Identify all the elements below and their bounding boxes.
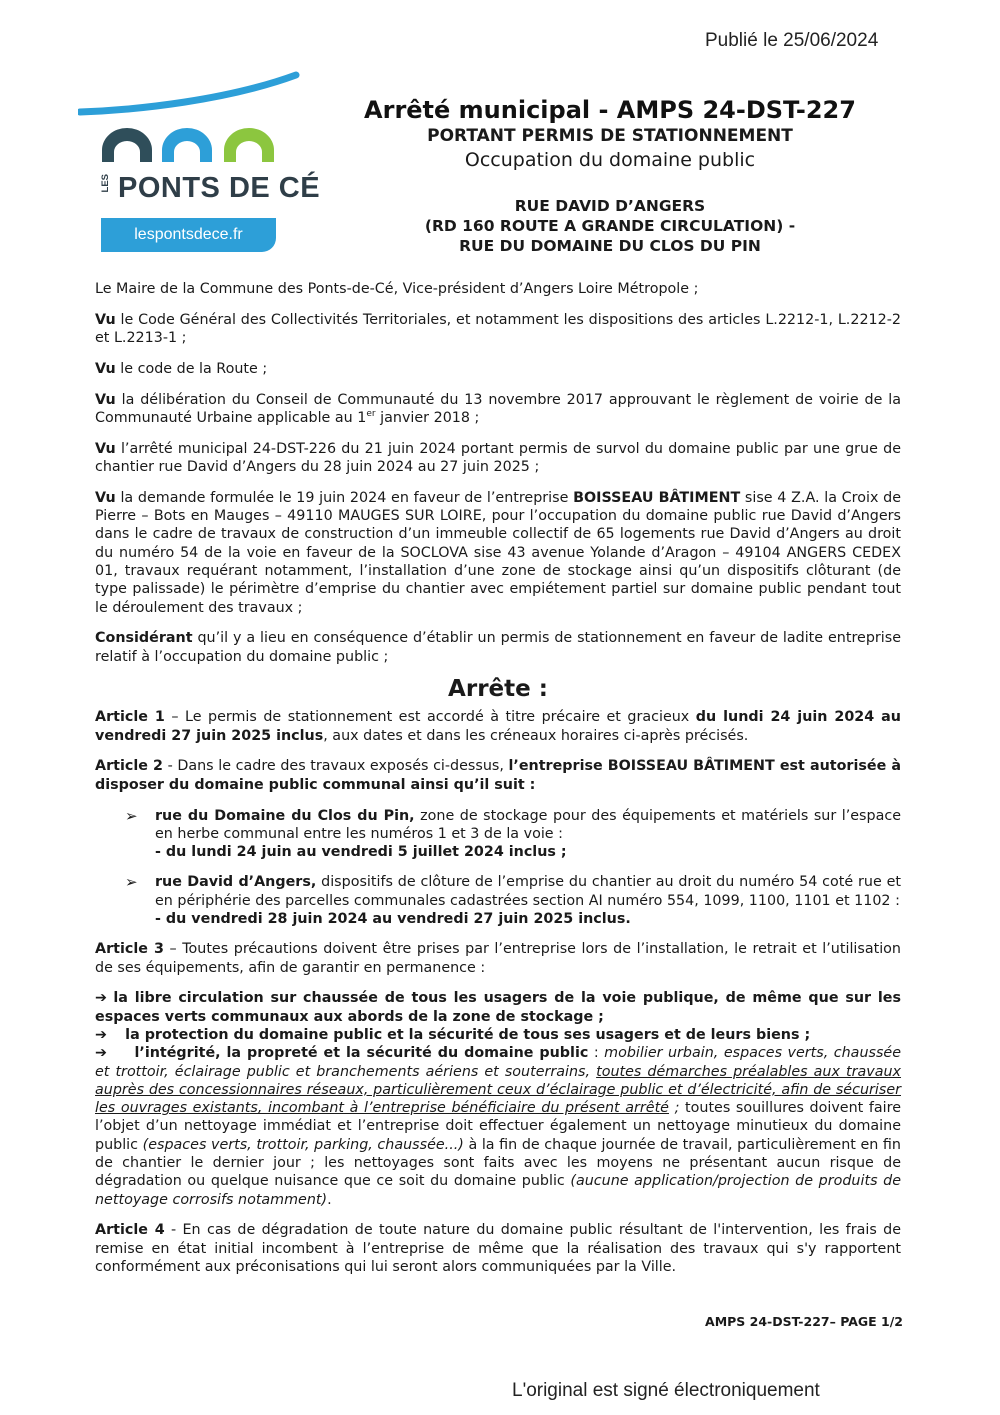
arrow-text-normal: toutes souillures doivent faire l’objet d’un nettoyage immédiat et l’entreprise doit effectuer également un nettoyage minutieux du domaine public: [95, 1100, 901, 1153]
location-name: rue David d’Angers,: [155, 874, 317, 891]
vu-label: Vu: [95, 311, 116, 328]
location-text: zone de stockage pour des équipements et matériels sur l’espace en herbe communal entre les numéros 1 et 3 de la voie :: [155, 807, 901, 842]
arrow-text-normal: à la fin de chaque journée de travail, particulièrement en fin de chantier le dernier jour ; les nettoyages sont faits avec les moyens ne présentant aucun risque de dégradation ou quelque nuisance que ce soit du domaine public: [95, 1136, 901, 1190]
logo-name: PONTS DE CÉ: [118, 172, 321, 204]
signature-note: L'original est signé électroniquement: [512, 1380, 820, 1401]
published-date: Publié le 25/06/2024: [705, 30, 879, 51]
article-2-list: [95, 807, 901, 929]
vu-paragraph-2: [95, 360, 901, 378]
arrow-underlined: toutes démarches préalables aux travaux auprès des concessionnaires réseaux, particulièrement ceux d’éclairage public et d’électricité, afin de sécuriser les ouvrages existants, incombant à l’entreprise bénéficiaire du présent arrêté: [95, 1063, 902, 1117]
article-dates: du lundi 24 juin 2024 au vendredi 27 juin 2025 inclus: [95, 709, 901, 744]
article-label: Article 1: [95, 709, 165, 726]
vu-paragraph-1: [95, 311, 901, 348]
article-label: Article 2: [95, 758, 163, 775]
vu-label: Vu: [95, 489, 116, 506]
street-block: [330, 196, 890, 256]
article-1: [95, 708, 901, 745]
maire-line: Le Maire de la Commune des Ponts-de-Cé, Vice-président d’Angers Loire Métropole ;: [95, 281, 699, 297]
vu-text: l’arrêté municipal 24-DST-226 du 21 juin 2024 portant permis de survol du domaine public par une grue de chantier rue David d’Angers du 28 juin 2024 au 27 juin 2025 ;: [95, 440, 901, 476]
vu-text: le Code Général des Collectivités Territoriales, et notamment les dispositions des articles L.2212-1, L.2212-2 et L.2213-1 ;: [95, 311, 901, 347]
arrow-semicolon: ;: [668, 1100, 680, 1117]
vu-text: la demande formulée le 19 juin 2024 en faveur de l’entreprise: [115, 489, 574, 506]
list-item: [95, 807, 901, 862]
document-body: [95, 280, 901, 1276]
article-text: - En cas de dégradation de toute nature du domaine public résultant de l'intervention, les frais de remise en état initial incombent à l’entreprise de même que la réalisation des travaux qui s'y rapportent conformément aux préconisations qui lui seront alors communiquées par la Ville.: [95, 1222, 901, 1276]
article-4: [95, 1221, 901, 1276]
location-text: dispositifs de clôture de l’emprise du chantier au droit du numéro 54 coté rue et en périphérie des parcelles communales cadastrées section AI numéro 554, 1099, 1100, 1101 et 1102 :: [155, 874, 901, 909]
logo-les: LES: [100, 174, 111, 193]
vu-text: le code de la Route ;: [115, 360, 268, 377]
street-line-3: RUE DU DOMAINE DU CLOS DU PIN: [459, 237, 761, 255]
document-subtitle: PORTANT PERMIS DE STATIONNEMENT: [427, 126, 793, 146]
considerant-paragraph: [95, 629, 901, 666]
article-text: - Dans le cadre des travaux exposés ci-dessus,: [162, 758, 509, 775]
list-item: [95, 873, 901, 928]
arrow-item-2: [95, 1026, 901, 1044]
arrowhead-bullet-icon: ➢: [125, 806, 138, 825]
vu-label: Vu: [95, 440, 116, 457]
vu-paragraph-3: [95, 391, 901, 428]
article-text: – Toutes précautions doivent être prises par l’entreprise lors de l’installation, le retrait et l’utilisation de ses équipements, afin de garantir en permanence :: [95, 941, 901, 976]
right-arrow-icon: ➔: [95, 990, 107, 1007]
arrow-text: la libre circulation sur chaussée de tous les usagers de la voie publique, de même que sur les espaces verts communaux aux abords de la zone de stockage ;: [95, 990, 901, 1025]
vu-text: la délibération du Conseil de Communauté du 13 novembre 2017 approuvant le règlement de voirie de la Communauté Urbaine applicable au 1: [95, 391, 901, 426]
arrow-item-1: [95, 989, 901, 1026]
article-label: Article 3: [95, 941, 164, 958]
location-dates: - du vendredi 28 juin 2024 au vendredi 27 juin 2025 inclus.: [155, 911, 631, 928]
vu-label: Vu: [95, 360, 116, 377]
street-line-1: RUE DAVID D’ANGERS: [514, 197, 706, 215]
article-bold-text: l’entreprise BOISSEAU BÂTIMENT est autorisée à disposer du domaine public communal ainsi qu’il suit :: [95, 758, 901, 793]
location-name: rue du Domaine du Clos du Pin,: [155, 807, 415, 824]
superscript: er: [366, 409, 376, 420]
arrow-italic: (espaces verts, trottoir, parking, chaussée...): [142, 1136, 464, 1153]
document-subtitle2: Occupation du domaine public: [464, 149, 756, 171]
article-3-list: [95, 989, 901, 1209]
document-title: Arrêté municipal - AMPS 24-DST-227: [364, 96, 856, 124]
considerant-text: qu’il y a lieu en conséquence d’établir un permis de stationnement en faveur de ladite entreprise relatif à l’occupation du domaine public ;: [95, 630, 901, 665]
vu-text: sise 4 Z.A. la Croix de Pierre – Bots en Mauges – 49110 MAUGES SUR LOIRE, pour l’occupation du domaine public rue David d’Angers dans le cadre de travaux de construction d’un immeuble collectif de 65 logements rue David d’Angers au droit du numéro 54 de la voie en faveur de la SOCLOVA sise 43 avenue Yolande d’Aragon – 49104 ANGERS CEDEX 01, travaux requérant notamment, l’installation d’une zone de stockage ainsi qu’un dispositifs clôturant (de type palissade) le périmètre d’emprise du chantier avec empiétement partiel sur domaine public pendant tout le déroulement des travaux ;: [95, 489, 901, 616]
article-3: [95, 940, 901, 977]
arrow-italic: (aucune application/projection de produits de nettoyage corrosifs notamment): [95, 1173, 901, 1208]
arrow-italic: mobilier urbain, espaces verts, chaussée et trottoir, éclairage public et branchements aériens et souterrains,: [95, 1045, 901, 1080]
company-name: BOISSEAU BÂTIMENT: [573, 489, 741, 506]
logo-url: lespontsdece.fr: [101, 218, 276, 252]
street-line-2: (RD 160 ROUTE A GRANDE CIRCULATION) -: [424, 217, 796, 235]
article-2: [95, 757, 901, 794]
arrow-item-3: [95, 1044, 901, 1209]
arrowhead-bullet-icon: ➢: [125, 873, 138, 892]
article-label: Article 4: [95, 1222, 165, 1239]
considerant-label: Considérant: [95, 630, 193, 647]
vu-label: Vu: [95, 391, 116, 408]
page-reference: AMPS 24-DST-227– PAGE 1/2: [705, 1314, 903, 1329]
right-arrow-icon: ➔: [95, 1045, 107, 1062]
article-text: – Le permis de stationnement est accordé à titre précaire et gracieux: [164, 709, 696, 726]
vu-paragraph-4: [95, 440, 901, 477]
vu-paragraph-5: [95, 489, 901, 617]
vu-text: janvier 2018 ;: [375, 409, 480, 426]
arrete-heading: Arrête :: [448, 676, 548, 703]
location-dates: - du lundi 24 juin au vendredi 5 juillet 2024 inclus ;: [155, 844, 567, 861]
arrow-end: .: [327, 1191, 332, 1208]
arrow-text: la protection du domaine public et la sécurité de tous ses usagers et de leurs biens ;: [125, 1027, 811, 1043]
article-text: , aux dates et dans les créneaux horaires ci-après précisés.: [323, 727, 749, 744]
right-arrow-icon: ➔: [95, 1027, 107, 1043]
arrow-colon: :: [588, 1045, 605, 1062]
arrow-text: l’intégrité, la propreté et la sécurité du domaine public: [134, 1045, 589, 1062]
